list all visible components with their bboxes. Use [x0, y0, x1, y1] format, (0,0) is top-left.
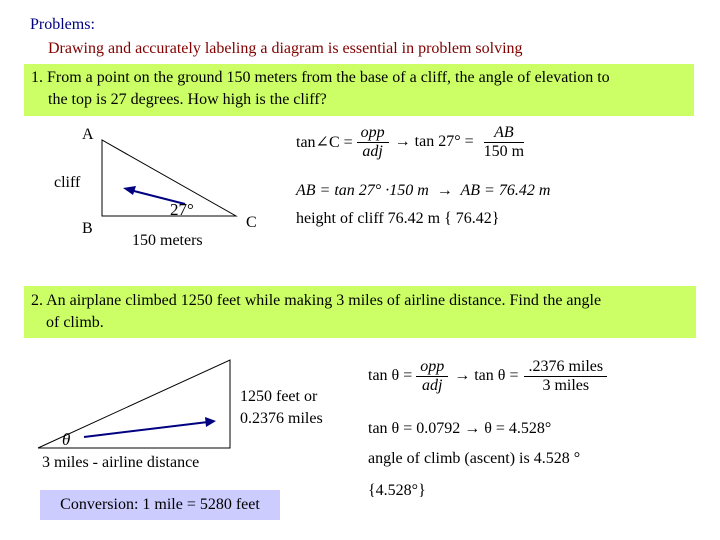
problem2-solution-line1 — [368, 358, 607, 394]
problem1-solution-line1 — [296, 124, 528, 160]
ab-150-fraction — [480, 124, 528, 160]
vertex-c-label: C — [246, 214, 257, 231]
opp-adj-fraction-2 — [416, 358, 448, 394]
height-label-2: 0.2376 miles — [240, 410, 323, 427]
opp-text: opp — [357, 124, 389, 143]
problem2-text-line2: of climb. — [46, 314, 104, 331]
vertex-a-label: A — [82, 126, 94, 143]
arrow-tan-theta-text: → tan θ = — [454, 367, 519, 385]
airplane-arrow-head — [205, 417, 216, 427]
cliff-arrow-head — [123, 186, 136, 195]
tan-theta-text: tan θ = — [368, 367, 413, 385]
line2-right-text: AB = 76.42 m — [460, 182, 551, 199]
angle-27-label: 27° — [170, 200, 194, 219]
header-title: Problems: — [30, 16, 95, 33]
cliff-label: cliff — [54, 174, 81, 191]
base-150-label: 150 meters — [132, 232, 203, 249]
vertex-b-label: B — [82, 220, 93, 237]
problem1-text-line1: 1. From a point on the ground 150 meters from the base of a cliff, the angle of elevation to — [31, 69, 610, 86]
problem1-solution-line2 — [296, 182, 550, 200]
problem2-solution-line4: {4.528°} — [368, 482, 426, 499]
height-label-1: 1250 feet or — [240, 388, 318, 405]
problem2-solution-line2: tan θ = 0.0792 → θ = 4.528° — [368, 420, 552, 437]
opp-text-2: opp — [416, 358, 448, 377]
problem2-box — [24, 286, 696, 338]
airline-distance-label: 3 miles - airline distance — [42, 454, 200, 471]
tan-c-text: tan∠C = — [296, 134, 353, 152]
problem2-text-line1: 2. An airplane climbed 1250 feet while making 3 miles of airline distance. Find the angle — [31, 292, 602, 309]
cliff-triangle — [102, 140, 236, 216]
line2-arrow: → — [436, 182, 453, 199]
den-miles-text: 3 miles — [542, 376, 590, 394]
header-subtitle: Drawing and accurately labeling a diagram is essential in problem solving — [48, 40, 523, 57]
line2-left-text: AB = tan 27° ·150 m — [296, 182, 429, 199]
miles-fraction — [524, 358, 607, 394]
opp-adj-fraction — [357, 124, 389, 160]
airplane-arrow-line — [84, 422, 208, 437]
conversion-box: Conversion: 1 mile = 5280 feet — [40, 490, 280, 520]
den-150m-text: 150 m — [483, 142, 525, 160]
ab-text: AB — [484, 124, 524, 143]
problem1-text-line2: the top is 27 degrees. How high is the cliff? — [48, 91, 327, 108]
num-miles-text: .2376 miles — [524, 358, 607, 377]
arrow-tan27-text: → tan 27° = — [394, 133, 474, 151]
adj-text: adj — [362, 142, 383, 160]
theta-label: θ — [62, 430, 71, 449]
problem2-solution-line3: angle of climb (ascent) is 4.528 ° — [368, 450, 581, 467]
problem1-solution-line3: height of cliff 76.42 m { 76.42} — [296, 210, 500, 227]
adj-text-2: adj — [422, 376, 443, 394]
